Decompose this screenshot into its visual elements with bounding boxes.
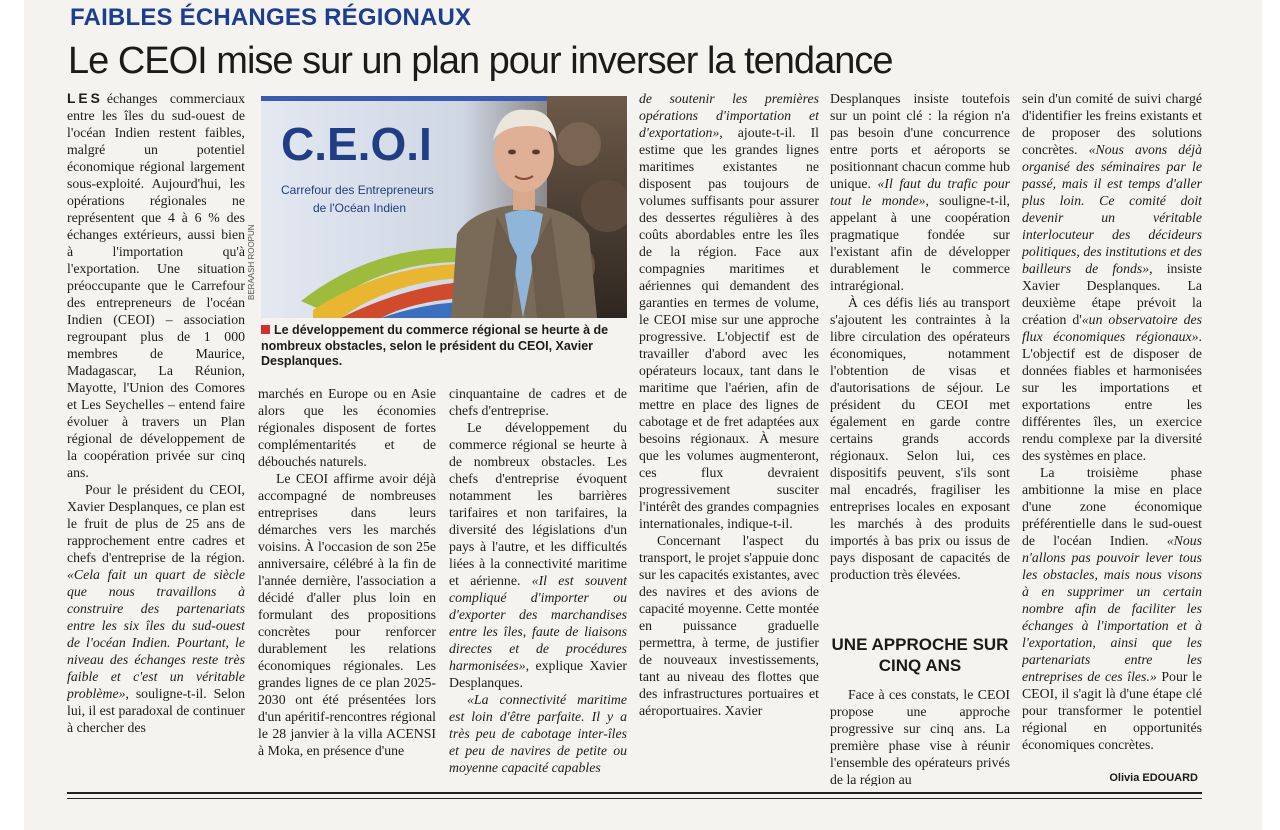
bottom-rule xyxy=(67,792,1202,794)
paragraph: Concernant l'aspect du transport, le projet s'appuie donc sur les capacités existantes, avec des navires et des avions de capacité moyenne. Cette montée en puissance graduelle permettra, à terme, de justifier de nouveaux investissements, tant au niveau des flottes que des infrastructures portuaires et aéroportuaires. Xavier xyxy=(639,533,819,718)
paragraph xyxy=(830,90,1010,294)
paragraph-text: , insiste Xavier Desplanques. La deuxième étape prévoit la création d' xyxy=(1022,261,1202,327)
paragraph: Le CEOI affirme avoir déjà accompagné de nombreuses entreprises dans leurs démarches vers les marchés voisins. À l'occasion de son 25e anniversaire, célébré à la fin de l'année dernière, l'association a décidé d'aller plus loin en formulant des propositions concrètes pour renforcer durablement les relations économiques régionales. Les grandes lignes de ce plan 2025-2030 ont été présentées lors d'un apéritif-rencontres régional le 28 janvier à la villa ACENSI à Moka, en présence d'une xyxy=(258,471,436,758)
paragraph-text: , souligne-t-il. Selon lui, il est paradoxal de continuer à chercher des xyxy=(67,686,245,735)
quote-text: «Il est souvent compliqué d'importer ou d'exporter des marchandises entre les îles, faute de liaisons directes et de procédures harmonisées» xyxy=(449,573,627,673)
article-column-5-continued xyxy=(830,686,1010,786)
photo-caption xyxy=(261,323,627,370)
paragraph-text: Pour le président du CEOI, Xavier Desplanques, ce plan est le fruit de plus de 25 ans de rapprochement entre cadres et chefs d'entreprise de la région. xyxy=(67,482,245,565)
paragraph-text: , ajoute-t-il. Il estime que les grandes lignes maritimes existantes ne disposent pas toujours de volumes suffisants pour assurer des dessertes régulières à des coûts abordables entre les îles de la région. Face aux compagnies maritimes et aériennes qui demandent des garanties en termes de volume, le CEOI mise sur une approche progressive. L'objectif est de travailler d'abord avec les opérateurs locaux, tant dans le maritime que l'aérien, afin de mettre en place des lignes de cabotage et de fret adaptées aux besoins régionaux. À mesure que les volumes augmenteront, ces flux devraient progressivement susciter l'intérêt des grandes compagnies internationales, indique-t-il. xyxy=(639,125,819,531)
quote-text: «un observatoire des flux économiques régionaux» xyxy=(1022,312,1202,344)
article-headline: Le CEOI mise sur un plan pour inverser la tendance xyxy=(68,40,893,82)
paragraph-text: , explique Xavier Desplanques. xyxy=(449,658,627,690)
sign-line-2: de l'Océan Indien xyxy=(313,201,407,215)
caption-marker xyxy=(261,325,270,334)
quote-text: «La connectivité maritime est loin d'être parfaite. Il y a très peu de cabotage inter-îles et peu de navires de petite ou moyenne capacité capables xyxy=(449,692,627,775)
paragraph-text: échanges commerciaux entre les îles du sud-ouest de l'océan Indien restent faibles, malgré un potentiel économique régional largement sous-exploité. Aujourd'hui, les opérations régionales ne représentent que 4 à 6 % des échanges extérieurs, aussi bien à l'importation qu'à l'exportation. Une situation préoccupante que le Carrefour des entrepreneurs de l'océan Indien (CEOI) – association regroupant plus de 1 000 membres de Maurice, Madagascar, La Réunion, Mayotte, l'Union des Comores et Les Seychelles – entend faire évoluer à travers un Plan régional de développement de la coopération privée sur cinq ans. xyxy=(67,91,245,480)
article-column-2 xyxy=(258,385,436,785)
paragraph-text: Pour le CEOI, il s'agit là d'une étape clé pour transformer le potentiel régional en opportunités économiques concrètes. xyxy=(1022,669,1202,752)
caption-text: Le développement du commerce régional se heurte à de nombreux obstacles, selon le président du CEOI, Xavier Desplanques. xyxy=(261,323,609,368)
quote-text: «Nous avons déjà organisé des séminaires par le passé, mais il est temps d'aller plus loin. Ce comité doit devenir un véritable interlocuteur des décideurs politiques, des institutions et des bailleurs de fonds» xyxy=(1022,142,1202,276)
lead-word: LES xyxy=(67,91,103,106)
section-subhead: UNE APPROCHE SUR CINQ ANS xyxy=(831,635,1009,675)
paragraph xyxy=(449,419,627,691)
newspaper-page xyxy=(24,0,1262,830)
article-kicker: FAIBLES ÉCHANGES RÉGIONAUX xyxy=(70,4,472,31)
article-column-3 xyxy=(449,385,627,785)
article-column-5 xyxy=(830,90,1010,620)
quote-text: «Nous n'allons pas pouvoir lever tous les obstacles, mais nous visons à en supprimer un certain nombre afin de faciliter les échanges à l'importation et à l'exportation, ainsi que les partenariats entre les entreprises de ces îles.» xyxy=(1022,533,1202,684)
quote-text: de soutenir les premières opérations d'importation et d'exportation» xyxy=(639,91,819,140)
paragraph: À ces défis liés au transport s'ajoutent les contraintes à la libre circulation des opérateurs économiques, notamment l'obtention de visas et d'autorisations de séjour. Le président du CEOI met également en garde contre certains grands accords régionaux. Selon lui, ces dispositifs peuvent, s'ils sont mal encadrés, fragiliser les entreprises locales en exposant les marchés à des produits importés à bas prix ou issus de pays disposant de capacités de production très élevées. xyxy=(830,295,1010,582)
paragraph-text: sein d'un comité de suivi chargé d'identifier les freins existants et de proposer des solutions concrètes. xyxy=(1022,91,1202,157)
article-column-6 xyxy=(1022,90,1202,780)
paragraph xyxy=(67,90,245,481)
paragraph-text: La troisième phase ambitionne la mise en place d'une zone économique préférentielle dans le sud-ouest de l'océan Indien. xyxy=(1022,465,1202,548)
paragraph xyxy=(1022,90,1202,464)
quote-text: «Il faut du trafic pour tout le monde» xyxy=(830,176,1010,208)
paragraph-text: , souligne-t-il, appelant à une coopération pragmatique fondée sur l'existant afin de développer durablement le commerce intrarégional. xyxy=(830,193,1010,293)
paragraph: marchés en Europe ou en Asie alors que les économies régionales disposent de fortes complémentarités et de débouchés naturels. xyxy=(258,386,436,469)
quote-text: «Cela fait un quart de siècle que nous travaillons à construire des partenariats entre les six îles du sud-ouest de l'océan Indien. Pourtant, le niveau des échanges reste très faible et c'est un véritable problème» xyxy=(67,567,245,701)
paragraph-text: Le développement du commerce régional se heurte à de nombreux obstacles. Les chefs d'entreprise évoquent notamment les barrières tarifaires et non tarifaires, la diversité des législations d'un pays à l'autre, et les difficultés liées à la connectivité maritime et aérienne. xyxy=(449,420,627,588)
bottom-rule-thin xyxy=(67,798,1202,799)
paragraph: cinquantaine de cadres et de chefs d'entreprise. xyxy=(449,386,627,418)
paragraph xyxy=(449,691,627,776)
paragraph xyxy=(1022,464,1202,753)
article-column-4 xyxy=(639,90,819,785)
paragraph xyxy=(67,481,245,736)
sign-title: C.E.O.I xyxy=(281,118,432,170)
photo-illustration xyxy=(261,96,627,318)
paragraph-text: Desplanques insiste toutefois sur un point clé : la région n'a pas besoin d'une concurrence entre ports et aéroports se positionnant chacun comme hub unique. xyxy=(830,91,1010,191)
article-photo xyxy=(261,96,627,318)
paragraph-text: . L'objectif est de disposer de données fiables et harmonisées sur les importations et exportations entre les différentes îles, un exercice rendu complexe par la diversité des systèmes en place. xyxy=(1022,329,1202,463)
paragraph xyxy=(639,90,819,532)
photo-credit: BERAASH ROOPUN xyxy=(247,224,256,300)
sign-line-1: Carrefour des Entrepreneurs xyxy=(281,183,434,197)
paragraph: Face à ces constats, le CEOI propose une approche progressive sur cinq ans. La première phase vise à réunir l'ensemble des opérateurs privés de la région au xyxy=(830,687,1010,786)
article-column-1 xyxy=(67,90,245,784)
author-byline: Olivia EDOUARD xyxy=(1109,772,1198,784)
